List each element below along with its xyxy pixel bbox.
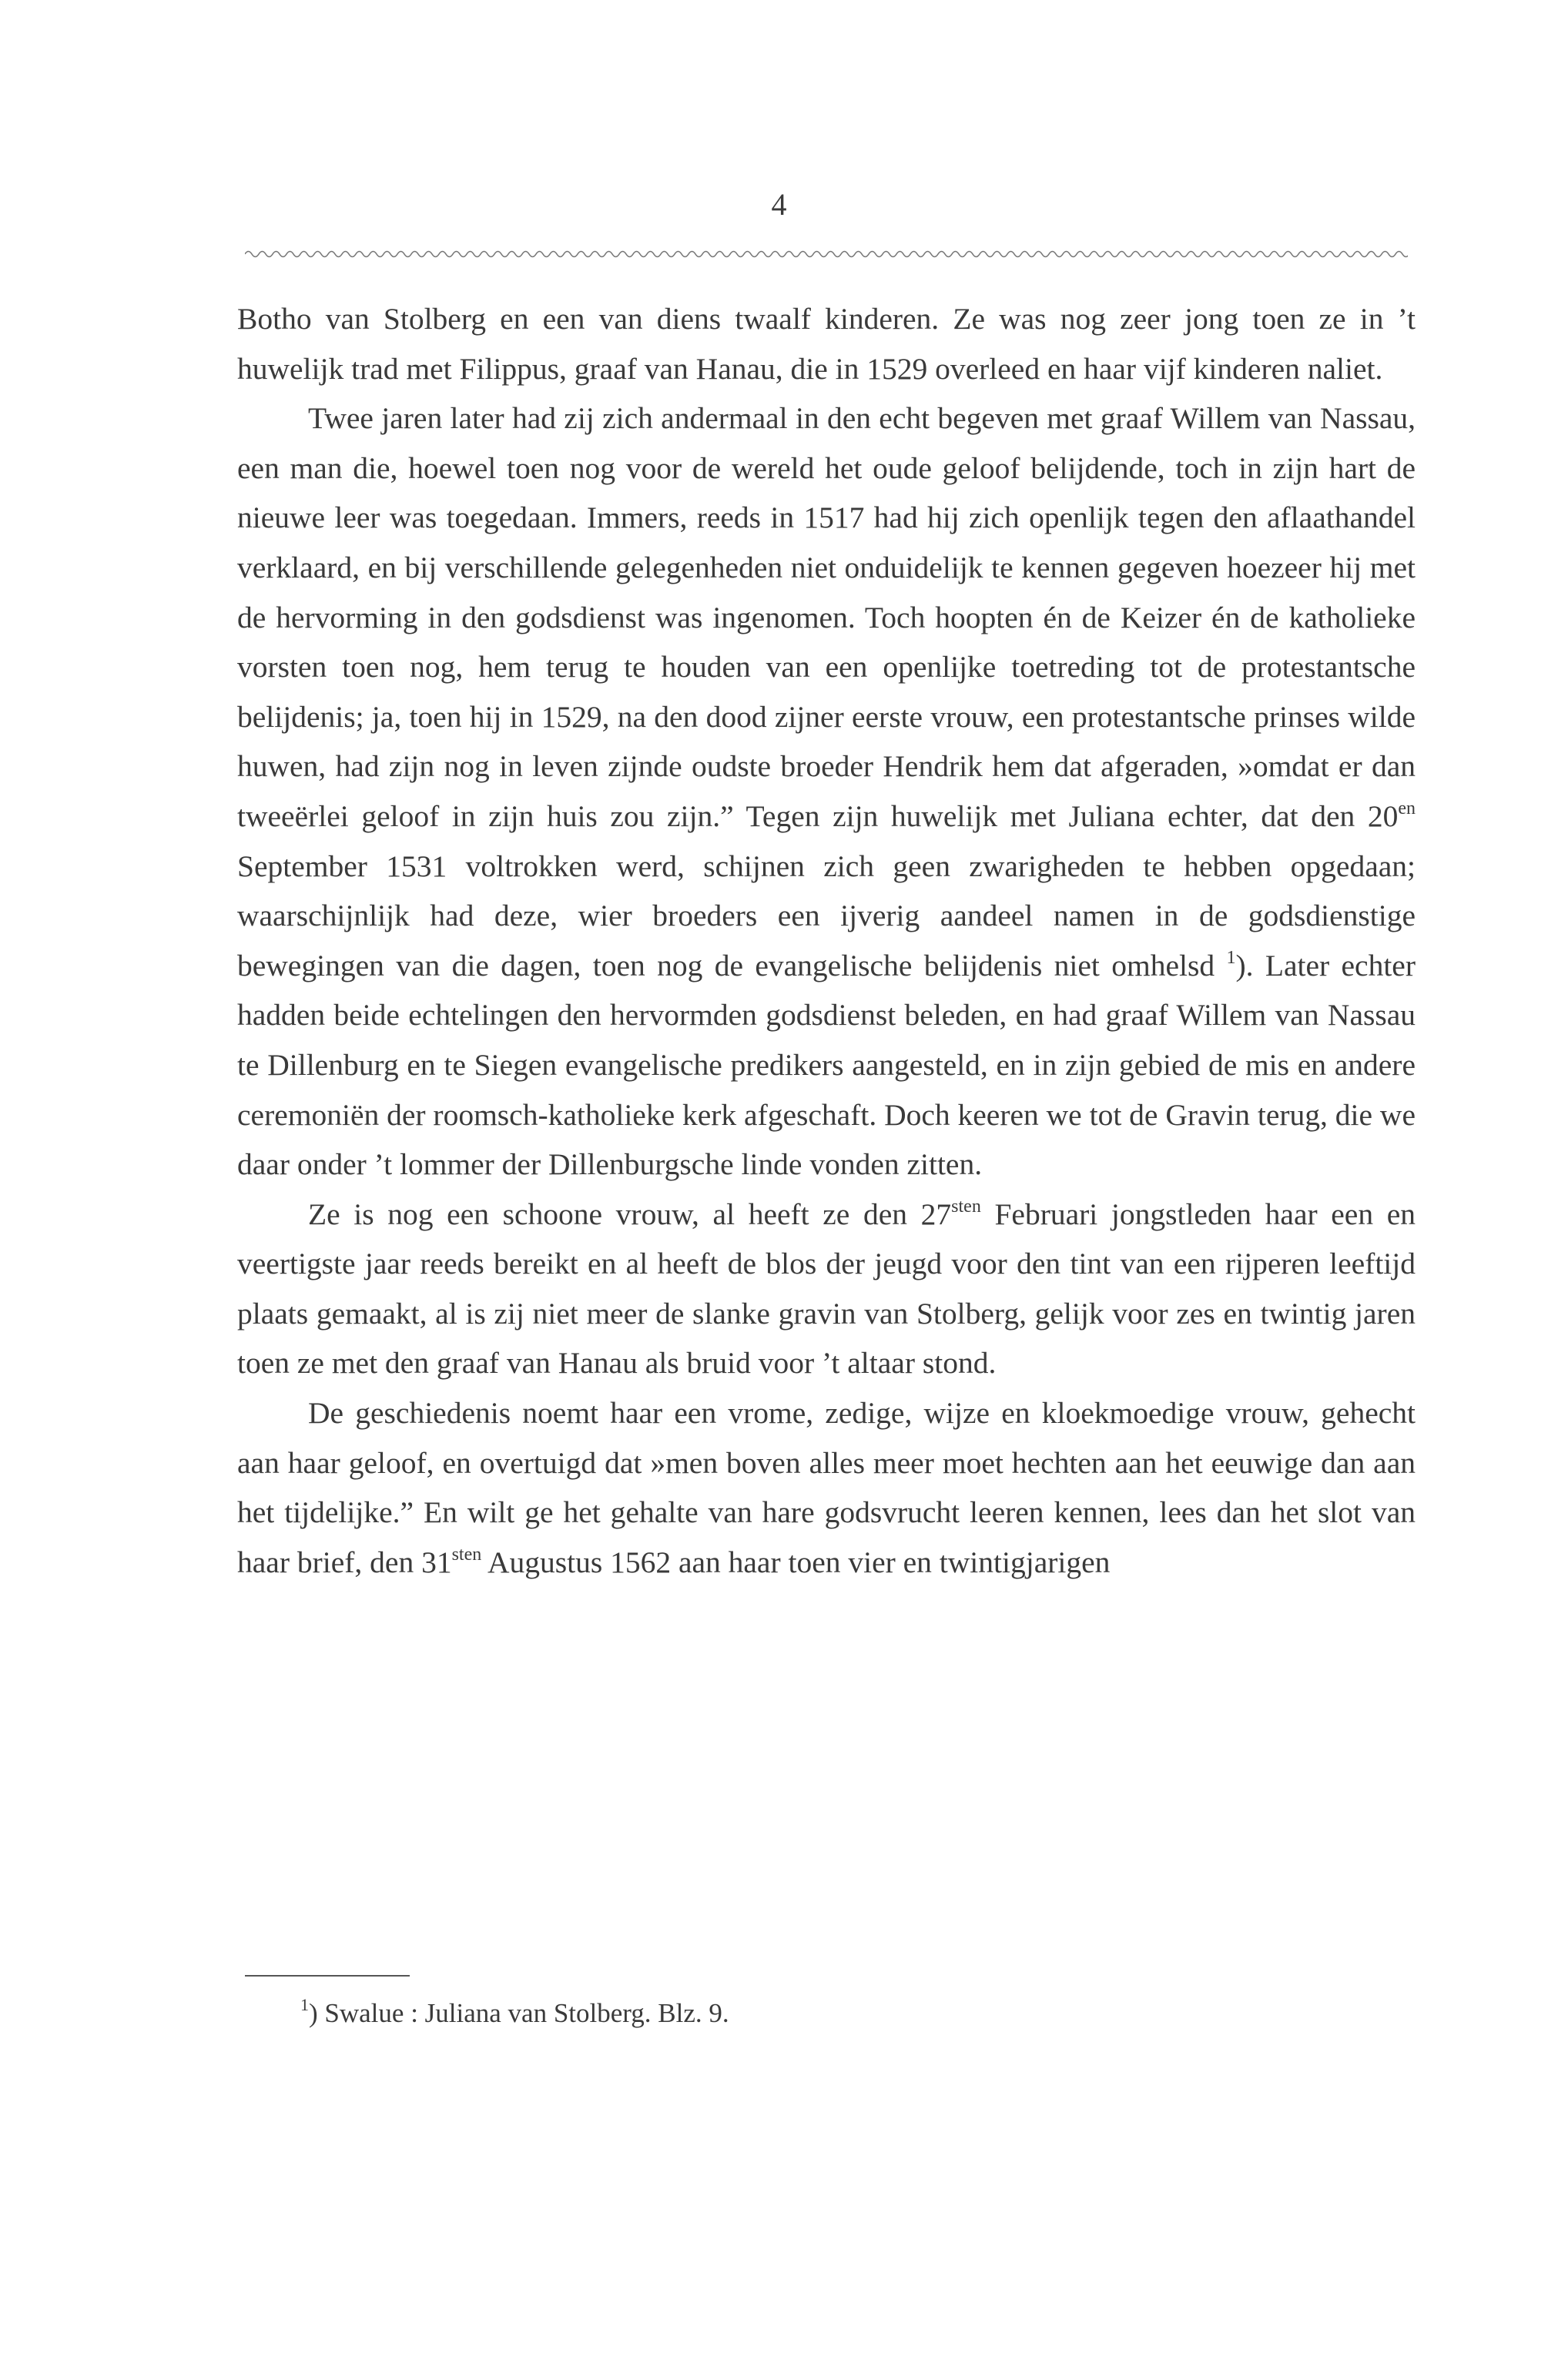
header-ornament-rule	[245, 245, 1408, 263]
text-run: ). Later echter hadden beide echtelingen den hervormden godsdienst beleden, en had graaf Willem van Nassau te Dillenburg en te Siegen evangelische predikers aangesteld, en in zijn gebied de mis en andere ceremoniën der roomsch-katholieke kerk afgeschaft. Doch keeren we tot de Gravin terug, die we daar onder ’t lommer der Dillenburgsche linde vonden zitten.	[237, 948, 1416, 1182]
page-number: 4	[771, 187, 787, 222]
superscript: en	[1398, 798, 1416, 818]
text-run: Twee jaren later had zij zich andermaal in den echt begeven met graaf Willem van Nassau, een man die, hoewel toen nog voor de wereld het oude geloof belijdende, toch in zijn hart de nieuwe leer was toegedaan. Immers, reeds in 1517 had hij zich openlijk tegen den aflaathandel verklaard, en bij verschillende gelegenheden niet onduidelijk te kennen gegeven hoezeer hij met de hervorming in den godsdienst was ingenomen. Toch hoopten én de Keizer én de katholieke vorsten toen nog, hem terug te houden van een openlijke toetreding tot de protestantsche belijdenis; ja, toen hij in 1529, na den dood zijner eerste vrouw, een protestantsche prinses wilde huwen, had zijn nog in leven zijnde oudste broeder Hendrik hem dat afgeraden, »omdat er dan tweeërlei geloof in zijn huis zou zijn.” Tegen zijn huwelijk met Juliana echter, dat den 20	[237, 401, 1416, 833]
text-run: Botho van Stolberg en een van diens twaalf kinderen. Ze was nog zeer jong toen ze in ’t huwelijk trad met Filippus, graaf van Hanau, die in 1529 overleed en haar vijf kinderen naliet.	[237, 302, 1416, 386]
text-run: Ze is nog een schoone vrouw, al heeft ze den 27	[308, 1197, 952, 1231]
superscript: sten	[451, 1544, 482, 1565]
body-text	[237, 294, 1416, 1587]
footnote-separator	[245, 1975, 410, 1977]
footnote-text: ) Swalue : Juliana van Stolberg. Blz. 9.	[309, 1998, 729, 2028]
text-run: September 1531 voltrokken werd, schijnen zich geen zwarigheden te hebben opgedaan; waarschijnlijk had deze, wier broeders een ijverig aandeel namen in de godsdienstige bewegingen van die dagen, toen nog de evangelische belijdenis niet omhelsd	[237, 849, 1416, 982]
paragraph	[237, 1190, 1416, 1388]
paragraph	[237, 294, 1416, 393]
footnote	[300, 1996, 1379, 2031]
text-run: Augustus 1562 aan haar toen vier en twintigjarigen	[481, 1545, 1111, 1579]
superscript: sten	[951, 1196, 981, 1217]
text-run: Februari jongstleden haar een en veertigste jaar reeds bereikt en al heeft de blos der jeugd voor den tint van een rijperen leeftijd plaats gemaakt, al is zij niet meer de slanke gravin van Stolberg, gelijk voor zes en twintig jaren toen ze met den graaf van Hanau als bruid voor ’t altaar stond.	[237, 1197, 1416, 1381]
footnote-marker: 1	[300, 1995, 309, 2014]
paragraph	[237, 393, 1416, 1190]
superscript: 1	[1226, 947, 1236, 968]
text-run: De geschiedenis noemt haar een vrome, zedige, wijze en kloekmoedige vrouw, gehecht aan haar geloof, en overtuigd dat »men boven alles meer moet hechten aan het eeuwige dan aan het tijdelijke.” En wilt ge het gehalte van hare godsvrucht leeren kennen, lees dan het slot van haar brief, den 31	[237, 1396, 1416, 1579]
paragraph	[237, 1388, 1416, 1587]
